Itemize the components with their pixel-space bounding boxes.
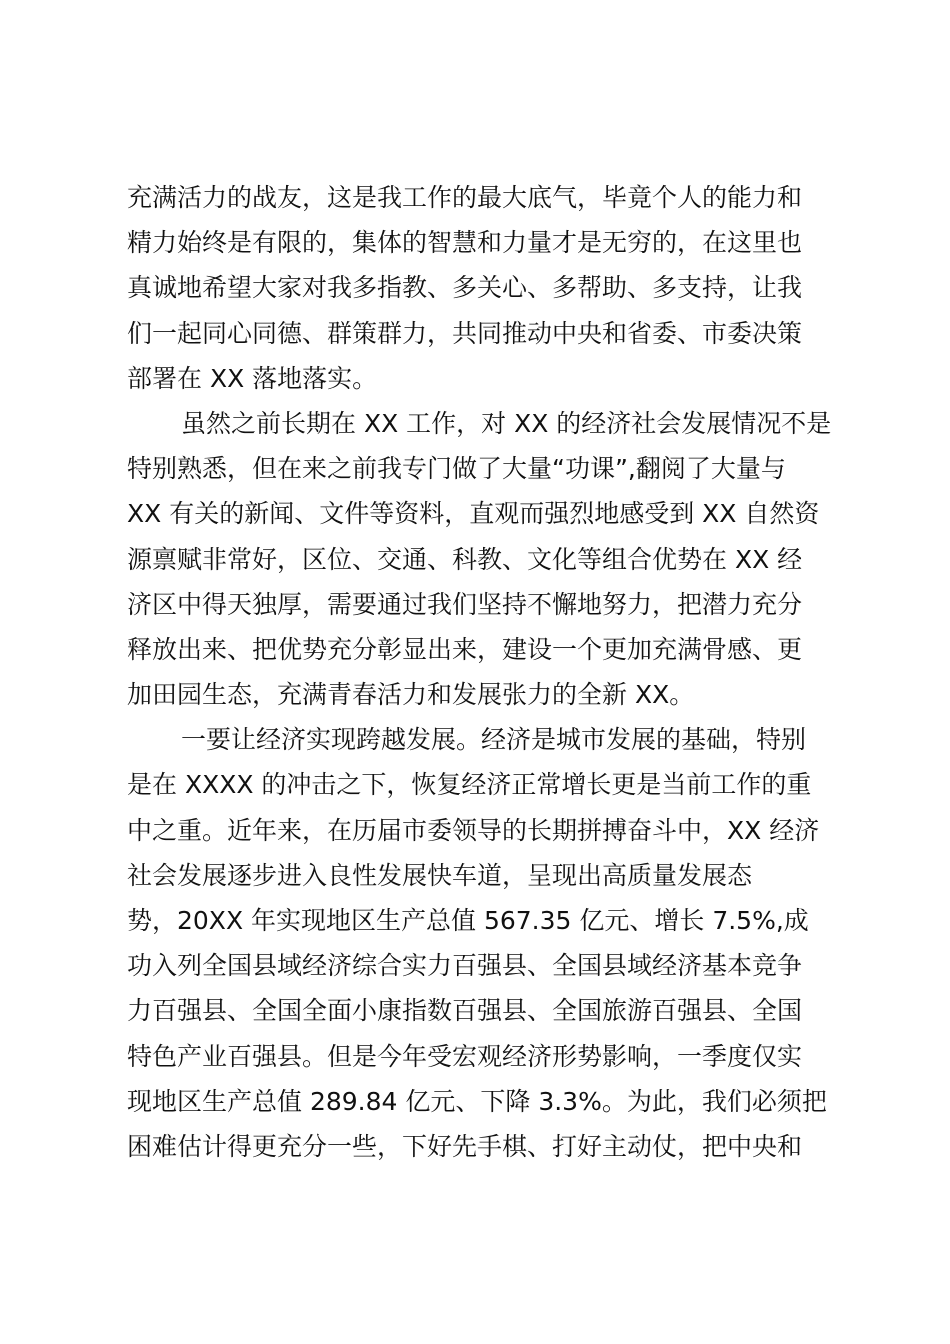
text-line: 加田园生态，充满青春活力和发展张力的全新 XX。 bbox=[127, 680, 695, 710]
paragraph-first-line: 一要让经济实现跨越发展。经济是城市发展的基础，特别 bbox=[181, 725, 807, 755]
text-line: 中之重。近年来，在历届市委领导的长期拼搏奋斗中，XX 经济 bbox=[127, 815, 820, 845]
body-text bbox=[127, 175, 837, 1169]
text-line: 真诚地希望大家对我多指教、多关心、多帮助、多支持，让我 bbox=[127, 273, 803, 303]
text-line: 部署在 XX 落地落实。 bbox=[127, 363, 378, 393]
paragraph-first-line: 虽然之前长期在 XX 工作，对 XX 的经济社会发展情况不是 bbox=[181, 408, 832, 438]
text-line: 力百强县、全国全面小康指数百强县、全国旅游百强县、全国 bbox=[127, 996, 803, 1026]
text-line: 源禀赋非常好，区位、交通、科教、文化等组合优势在 XX 经 bbox=[127, 544, 803, 574]
text-line: 特别熟悉，但在来之前我专门做了大量“功课”,翻阅了大量与 bbox=[127, 454, 786, 484]
text-line: 特色产业百强县。但是今年受宏观经济形势影响，一季度仅实 bbox=[127, 1041, 803, 1071]
text-line: 是在 XXXX 的冲击之下，恢复经济正常增长更是当前工作的重 bbox=[127, 770, 812, 800]
text-line: XX 有关的新闻、文件等资料，直观而强烈地感受到 XX 自然资 bbox=[127, 499, 820, 529]
text-line: 充满活力的战友，这是我工作的最大底气，毕竟个人的能力和 bbox=[127, 183, 803, 212]
text-line: 精力始终是有限的，集体的智慧和力量才是无穷的，在这里也 bbox=[127, 228, 803, 258]
text-line: 释放出来、把优势充分彰显出来，建设一个更加充满骨感、更 bbox=[127, 634, 803, 664]
text-line: 现地区生产总值 289.84 亿元、下降 3.3%。为此，我们必须把 bbox=[127, 1086, 827, 1116]
text-line: 功入列全国县域经济综合实力百强县、全国县域经济基本竞争 bbox=[127, 951, 803, 981]
text-line: 济区中得天独厚，需要通过我们坚持不懈地努力，把潜力充分 bbox=[127, 589, 803, 619]
text-line: 势，20XX 年实现地区生产总值 567.35 亿元、增长 7.5%,成 bbox=[127, 906, 809, 935]
text-line: 们一起同心同德、群策群力，共同推动中央和省委、市委决策 bbox=[127, 318, 803, 348]
text-line: 社会发展逐步进入良性发展快车道，呈现出高质量发展态 bbox=[127, 860, 753, 890]
text-line: 困难估计得更充分一些，下好先手棋、打好主动仗，把中央和 bbox=[127, 1131, 803, 1161]
